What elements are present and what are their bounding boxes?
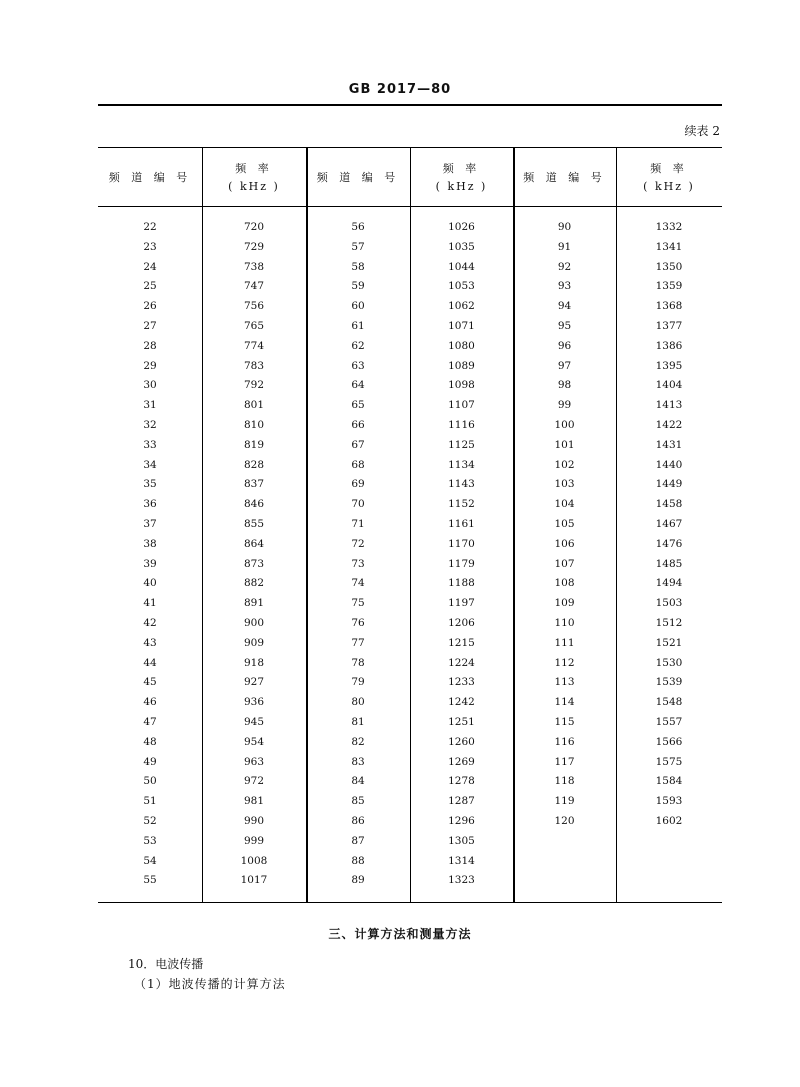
table-cell: 114 <box>554 696 575 709</box>
table-cell: 729 <box>243 240 265 253</box>
header-frequency-unit: ( kHz ) <box>228 180 280 193</box>
table-cell: 37 <box>143 517 157 530</box>
table-cell: 43 <box>143 636 157 649</box>
table-cell: 1170 <box>448 537 475 550</box>
table-cell: 34 <box>143 458 157 471</box>
table-cell: 112 <box>554 656 575 669</box>
header-channel-label: 频 道 编 号 <box>316 170 400 184</box>
table-cell: 1134 <box>448 458 475 471</box>
table-cell: 78 <box>351 656 365 669</box>
table-cell: 73 <box>351 557 365 570</box>
channel-column-2 <box>306 218 410 891</box>
table-cell: 83 <box>351 755 365 768</box>
standard-code: GB 2017—80 <box>348 82 452 97</box>
table-cell: 54 <box>143 854 157 867</box>
table-cell: 1476 <box>655 537 683 550</box>
table-cell: 75 <box>351 597 365 610</box>
table-cell: 50 <box>143 775 157 788</box>
table-cell: 27 <box>143 319 157 332</box>
table-cell: 1458 <box>655 498 683 511</box>
table-cell: 70 <box>351 498 365 511</box>
table-cell: 120 <box>554 814 575 827</box>
table-cell: 31 <box>143 399 157 412</box>
table-cell: 68 <box>351 458 365 471</box>
table-cell: 1323 <box>448 874 475 887</box>
table-cell: 1071 <box>448 319 475 332</box>
table-cell: 1440 <box>655 458 683 471</box>
header-frequency-3 <box>616 147 722 206</box>
table-cell: 1548 <box>655 696 683 709</box>
table-cell: 1305 <box>448 834 475 847</box>
table-cell: 1179 <box>448 557 475 570</box>
table-cell: 87 <box>351 834 365 847</box>
table-cell: 963 <box>243 755 265 768</box>
table-cell: 63 <box>351 359 365 372</box>
table-cell: 67 <box>351 438 365 451</box>
table-cell: 1233 <box>448 676 475 689</box>
table-cell: 846 <box>243 498 265 511</box>
table-cell: 62 <box>351 339 365 352</box>
table-cell: 891 <box>243 597 265 610</box>
table-cell: 738 <box>243 260 265 273</box>
table-cell: 1089 <box>448 359 475 372</box>
table-cell: 94 <box>557 300 572 313</box>
table-cell: 60 <box>351 300 365 313</box>
table-cell: 102 <box>554 458 575 471</box>
table-cell: 1521 <box>655 636 683 649</box>
table-cell: 990 <box>243 814 265 827</box>
table-cell: 40 <box>143 577 157 590</box>
table-cell: 39 <box>143 557 157 570</box>
table-cell: 1350 <box>655 260 683 273</box>
table-cell: 36 <box>143 498 157 511</box>
table-cell: 1188 <box>448 577 475 590</box>
table-cell: 1161 <box>448 517 475 530</box>
table-cell: 783 <box>243 359 265 372</box>
table-cell: 26 <box>143 300 157 313</box>
table-cell: 90 <box>557 221 572 233</box>
table-cell: 79 <box>351 676 365 689</box>
table-cell: 48 <box>143 735 157 748</box>
header-frequency-label: 频 率 <box>235 162 273 175</box>
table-cell: 86 <box>351 814 365 827</box>
table-cell: 1530 <box>655 656 683 669</box>
table-cell: 115 <box>554 715 575 728</box>
table-cell: 1206 <box>448 616 475 629</box>
table-cell: 801 <box>243 399 265 412</box>
table-cell: 109 <box>554 597 575 610</box>
table-cell: 117 <box>554 755 575 768</box>
table-cell: 1422 <box>655 418 683 431</box>
table-cell: 1368 <box>655 300 683 313</box>
table-cell: 882 <box>243 577 265 590</box>
table-cell: 69 <box>351 478 365 491</box>
table-cell: 828 <box>243 458 265 471</box>
header-frequency-2 <box>410 147 513 206</box>
table-cell: 91 <box>557 240 572 253</box>
table-cell: 96 <box>557 339 572 352</box>
table-cell: 106 <box>554 537 575 550</box>
table-cell: 981 <box>243 795 265 808</box>
table-cell: 999 <box>243 834 265 847</box>
table-cell: 1467 <box>655 517 683 530</box>
table-cell: 1566 <box>655 735 683 748</box>
table-cell: 98 <box>557 379 572 392</box>
channel-column-3 <box>513 218 616 832</box>
table-cell: 24 <box>143 260 157 273</box>
table-cell: 22 <box>143 221 157 233</box>
table-cell: 52 <box>143 814 157 827</box>
table-cell: 1485 <box>655 557 683 570</box>
table-cell: 1413 <box>655 399 683 412</box>
table-cell: 1593 <box>655 795 683 808</box>
table-cell: 972 <box>243 775 265 788</box>
channel-frequency-table <box>98 147 722 903</box>
table-cell: 1431 <box>655 438 683 451</box>
table-cell: 118 <box>554 775 575 788</box>
table-cell: 45 <box>143 676 157 689</box>
table-cell: 95 <box>557 319 572 332</box>
frequency-column-2 <box>410 218 513 891</box>
table-cell: 873 <box>243 557 265 570</box>
header-channel-1 <box>98 147 202 206</box>
table-cell: 89 <box>351 874 365 887</box>
table-cell: 104 <box>554 498 575 511</box>
table-cell: 1494 <box>655 577 683 590</box>
table-cell: 64 <box>351 379 365 392</box>
table-cell: 810 <box>243 418 265 431</box>
table-cell: 38 <box>143 537 157 550</box>
table-cell: 819 <box>243 438 265 451</box>
table-cell: 1359 <box>655 280 683 293</box>
table-cell: 1377 <box>655 319 683 332</box>
channel-column-1 <box>98 218 202 891</box>
table-cell: 28 <box>143 339 157 352</box>
header-frequency-unit: ( kHz ) <box>643 180 695 193</box>
table-cell: 1080 <box>448 339 475 352</box>
table-cell: 1035 <box>448 240 475 253</box>
section-title: 三、计算方法和测量方法 <box>328 927 472 941</box>
table-cell: 23 <box>143 240 157 253</box>
table-cell: 1152 <box>448 498 475 511</box>
table-cell: 32 <box>143 418 157 431</box>
table-cell: 1449 <box>655 478 683 491</box>
table-cell: 1260 <box>448 735 475 748</box>
table-cell: 97 <box>557 359 572 372</box>
table-cell: 81 <box>351 715 365 728</box>
table-cell: 918 <box>243 656 265 669</box>
header-channel-label: 频 道 编 号 <box>108 170 192 184</box>
table-cell: 774 <box>243 339 265 352</box>
header-frequency-unit: ( kHz ) <box>435 180 488 193</box>
table-cell: 72 <box>351 537 365 550</box>
table-cell: 33 <box>143 438 157 451</box>
table-cell: 110 <box>554 616 575 629</box>
table-cell: 1143 <box>448 478 475 491</box>
table-cell: 111 <box>554 636 575 649</box>
table-cell: 720 <box>243 221 265 233</box>
item-ground-wave-method: （1）地波传播的计算方法 <box>134 977 286 991</box>
table-cell: 1044 <box>448 260 475 273</box>
table-cell: 80 <box>351 696 365 709</box>
table-cell: 927 <box>243 676 265 689</box>
table-cell: 1584 <box>655 775 683 788</box>
table-cell: 100 <box>554 418 575 431</box>
table-cell: 108 <box>554 577 575 590</box>
table-cell: 25 <box>143 280 157 293</box>
table-cell: 936 <box>243 696 265 709</box>
table-cell: 1386 <box>655 339 683 352</box>
table-cell: 30 <box>143 379 157 392</box>
table-cell: 747 <box>243 280 265 293</box>
table-cell: 1008 <box>240 854 268 867</box>
table-cell: 1575 <box>655 755 683 768</box>
table-cell: 1503 <box>655 597 683 610</box>
header-channel-2 <box>306 147 410 206</box>
table-cell: 1512 <box>655 616 683 629</box>
table-cell: 74 <box>351 577 365 590</box>
table-cell: 105 <box>554 517 575 530</box>
table-cell: 1107 <box>448 399 475 412</box>
table-cell: 954 <box>243 735 265 748</box>
table-cell: 49 <box>143 755 157 768</box>
table-cell: 864 <box>243 537 265 550</box>
table-cell: 945 <box>243 715 265 728</box>
table-cell: 1251 <box>448 715 475 728</box>
table-cell: 113 <box>554 676 575 689</box>
header-channel-label: 频 道 编 号 <box>523 170 606 184</box>
table-cell: 88 <box>351 854 365 867</box>
header-frequency-label: 频 率 <box>442 162 481 175</box>
table-cell: 59 <box>351 280 365 293</box>
header-channel-3 <box>513 147 616 206</box>
table-cell: 1557 <box>655 715 683 728</box>
table-cell: 1539 <box>655 676 683 689</box>
table-cell: 1017 <box>240 874 268 887</box>
table-cell: 1062 <box>448 300 475 313</box>
table-cell: 909 <box>243 636 265 649</box>
table-cell: 1026 <box>448 221 475 233</box>
table-cell: 58 <box>351 260 365 273</box>
table-cell: 1404 <box>655 379 683 392</box>
table-cell: 900 <box>243 616 265 629</box>
table-cell: 1602 <box>655 814 683 827</box>
table-cell: 1341 <box>655 240 683 253</box>
table-cell: 116 <box>554 735 575 748</box>
frequency-column-3 <box>616 218 722 832</box>
table-cell: 1278 <box>448 775 475 788</box>
table-cell: 1215 <box>448 636 475 649</box>
table-cell: 66 <box>351 418 365 431</box>
table-cell: 119 <box>554 795 575 808</box>
table-cell: 44 <box>143 656 157 669</box>
table-cell: 56 <box>351 221 365 233</box>
table-cell: 71 <box>351 517 365 530</box>
table-cell: 77 <box>351 636 365 649</box>
table-cell: 99 <box>557 399 572 412</box>
table-cell: 1197 <box>448 597 475 610</box>
table-cell: 55 <box>143 874 157 887</box>
continued-label: 续表 2 <box>684 124 720 138</box>
table-cell: 35 <box>143 478 157 491</box>
table-cell: 1395 <box>655 359 683 372</box>
table-cell: 65 <box>351 399 365 412</box>
table-cell: 107 <box>554 557 575 570</box>
table-cell: 101 <box>554 438 575 451</box>
header-frequency-label: 频 率 <box>650 162 688 175</box>
table-cell: 82 <box>351 735 365 748</box>
table-cell: 42 <box>143 616 157 629</box>
table-cell: 51 <box>143 795 157 808</box>
table-cell: 792 <box>243 379 265 392</box>
table-cell: 837 <box>243 478 265 491</box>
table-cell: 61 <box>351 319 365 332</box>
table-cell: 1332 <box>655 221 683 233</box>
table-cell: 1224 <box>448 656 475 669</box>
table-cell: 1053 <box>448 280 475 293</box>
table-cell: 92 <box>557 260 572 273</box>
table-cell: 1125 <box>448 438 475 451</box>
table-cell: 765 <box>243 319 265 332</box>
table-cell: 1287 <box>448 795 475 808</box>
table-cell: 29 <box>143 359 157 372</box>
table-cell: 103 <box>554 478 575 491</box>
table-cell: 1098 <box>448 379 475 392</box>
table-cell: 76 <box>351 616 365 629</box>
table-cell: 1269 <box>448 755 475 768</box>
table-cell: 1296 <box>448 814 475 827</box>
frequency-column-1 <box>202 218 306 891</box>
table-cell: 93 <box>557 280 572 293</box>
table-cell: 85 <box>351 795 365 808</box>
table-cell: 1242 <box>448 696 475 709</box>
table-cell: 1314 <box>448 854 475 867</box>
table-cell: 57 <box>351 240 365 253</box>
header-frequency-1 <box>202 147 306 206</box>
header-rule <box>98 104 722 106</box>
table-cell: 46 <box>143 696 157 709</box>
item-radio-propagation: 10．电波传播 <box>128 957 204 971</box>
table-cell: 1116 <box>448 418 475 431</box>
table-cell: 41 <box>143 597 157 610</box>
table-cell: 756 <box>243 300 265 313</box>
table-cell: 47 <box>143 715 157 728</box>
table-cell: 855 <box>243 517 265 530</box>
table-cell: 53 <box>143 834 157 847</box>
table-cell: 84 <box>351 775 365 788</box>
